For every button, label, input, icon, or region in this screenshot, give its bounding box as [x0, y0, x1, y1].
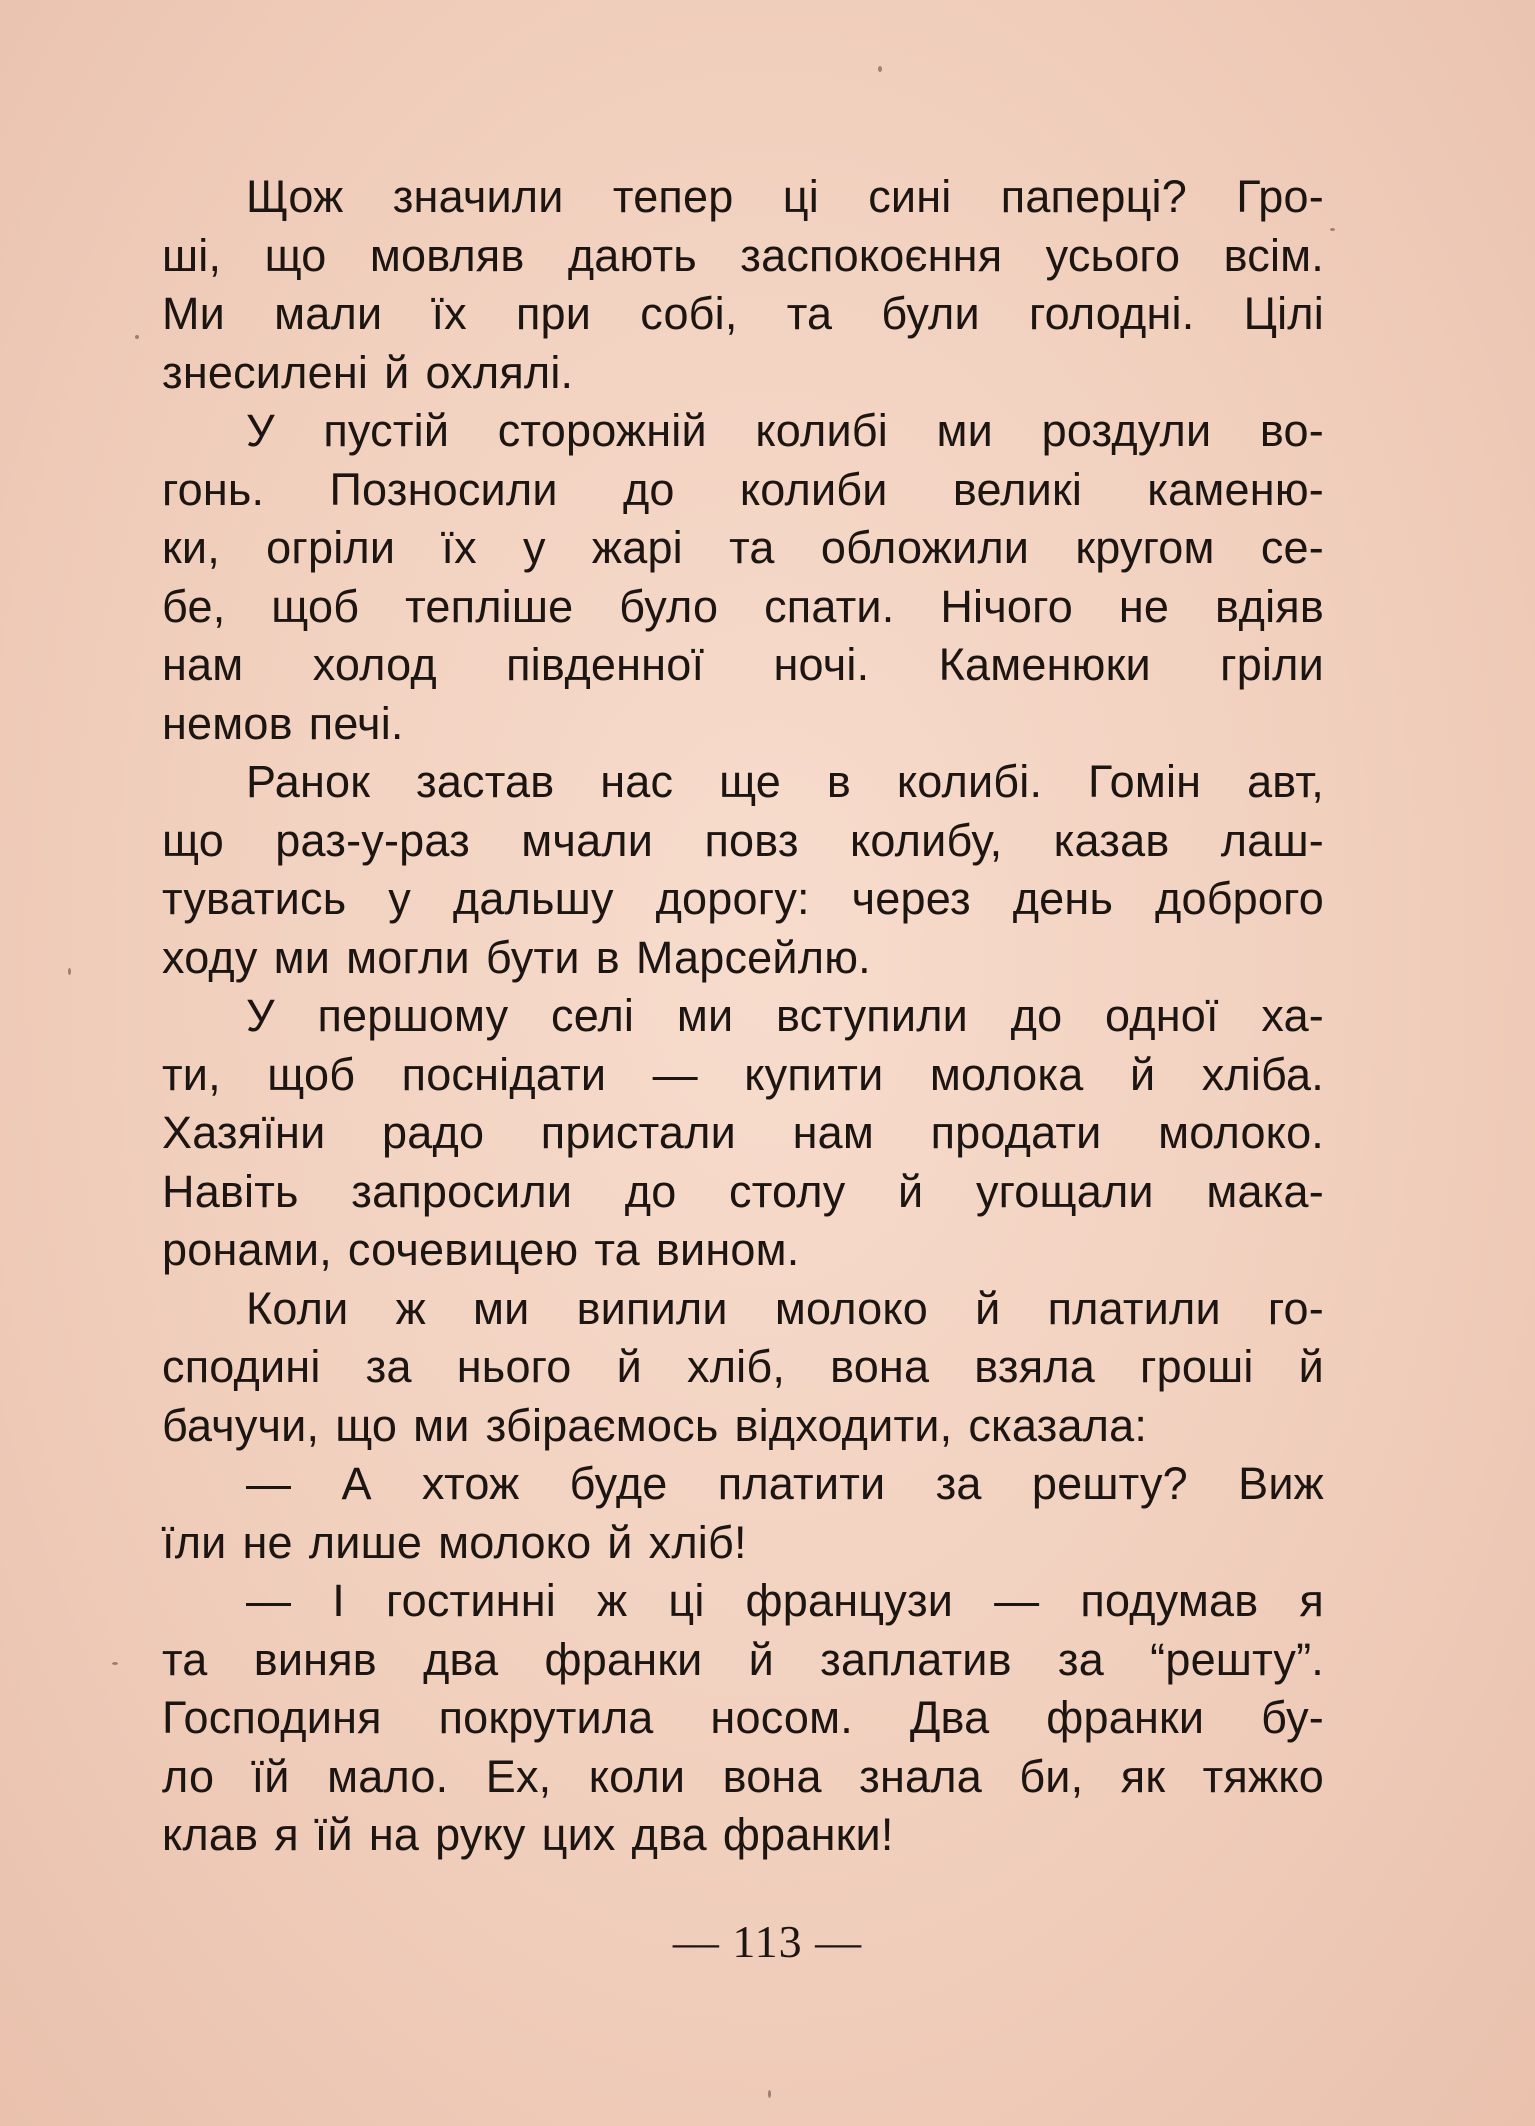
text-line: ло їй мало. Ех, коли вона знала би, як тяжко [162, 1750, 1324, 1802]
text-line: Коли ж ми випили молоко й платили го- [246, 1282, 1324, 1334]
paper-speck [135, 335, 139, 339]
paragraph [162, 987, 1324, 1280]
paragraph [162, 1280, 1324, 1456]
paper-speck [878, 66, 882, 72]
paragraph [162, 168, 1324, 402]
text-line: ти, щоб поснідати — купити молока й хліба. [162, 1048, 1324, 1100]
paragraph [162, 1572, 1324, 1865]
text-line: Навіть запросили до столу й угощали мака- [162, 1165, 1324, 1217]
text-line: Господиня покрутила носом. Два франки бу- [162, 1692, 1324, 1743]
paper-speck [1330, 228, 1335, 231]
text-line: ронами, сочевицею та вином. [162, 1224, 800, 1275]
text-line: У першому селі ми вступили до одної ха- [246, 990, 1324, 1041]
text-line: бе, щоб тепліше було спати. Нічого не вдіяв [162, 580, 1324, 632]
text-line: У пустій сторожній колибі ми роздули во- [246, 405, 1324, 456]
paragraph [162, 1455, 1324, 1572]
text-line: Хазяїни радо пристали нам продати молоко. [162, 1107, 1324, 1158]
text-line: туватись у дальшу дорогу: через день доброго [162, 873, 1324, 924]
paper-speck [112, 1662, 118, 1665]
page-number: — 113 — [672, 1916, 863, 1967]
body-text [162, 168, 1324, 1865]
text-line: знесилені й охлялі. [162, 346, 574, 398]
text-line: немов печі. [162, 697, 404, 749]
text-line: — А хтож буде платити за решту? Виж [246, 1458, 1324, 1509]
text-line: ки, огріли їх у жарі та обложили кругом се- [162, 522, 1324, 573]
text-line: ходу ми могли бути в Марсейлю. [162, 931, 871, 983]
text-line: Ми мали їх при собі, та були голодні. Цілі [162, 288, 1324, 339]
text-line: клав я їй на руку цих два франки! [162, 1809, 894, 1860]
text-line: Щож значили тепер ці сині паперці? Гро- [246, 171, 1324, 222]
paper-speck [68, 968, 71, 975]
text-line: їли не лише молоко й хліб! [162, 1516, 747, 1568]
paper-speck [768, 2090, 771, 2098]
text-line: бачучи, що ми збіраємось відходити, сказала: [162, 1399, 1148, 1451]
text-line: та виняв два франки й заплатив за “решту”. [162, 1633, 1324, 1685]
text-line: сподині за нього й хліб, вона взяла гроші й [162, 1341, 1324, 1392]
text-line: ші, що мовляв дають заспокоєння усього всім. [162, 229, 1324, 281]
text-line: нам холод південної ночі. Каменюки гріли [162, 639, 1324, 690]
paragraph [162, 402, 1324, 753]
text-line: гонь. Позносили до колиби великі каменю- [162, 463, 1324, 515]
text-line: Ранок застав нас ще в колибі. Гомін авт, [246, 756, 1324, 807]
text-line: що раз-у-раз мчали повз колибу, казав лаш- [162, 814, 1324, 866]
text-line: — І гостинні ж ці французи — подумав я [246, 1575, 1324, 1626]
paragraph [162, 753, 1324, 987]
